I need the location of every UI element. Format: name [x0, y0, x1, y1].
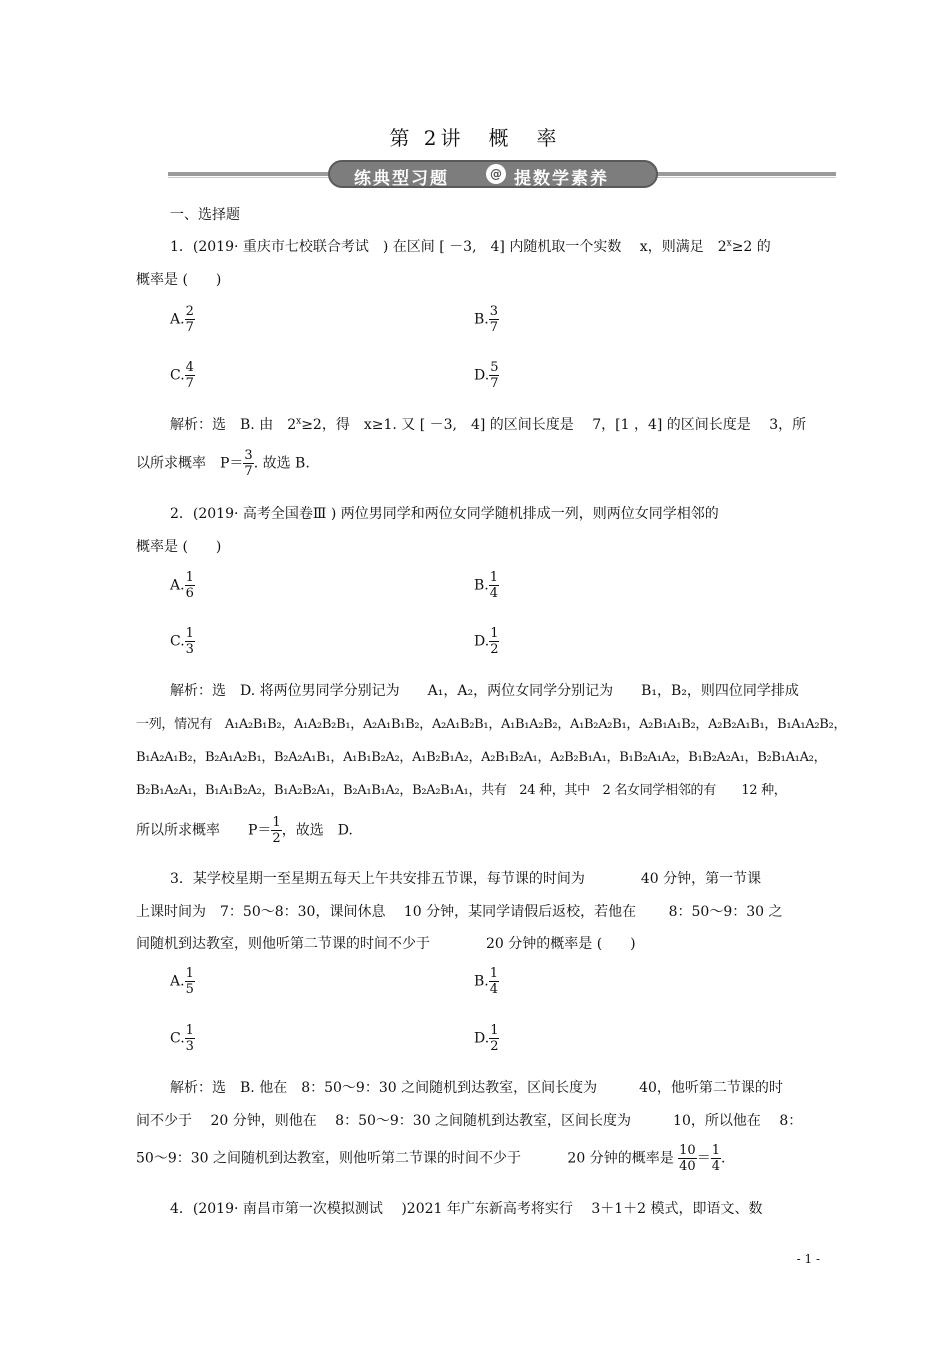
- q1-stem-text-b: ≥2 的: [731, 239, 771, 255]
- option-label: A.: [170, 311, 185, 328]
- fraction-denominator: 7: [244, 464, 253, 479]
- q2-stem-line1: 2．(2019· 高考全国卷Ⅲ ) 两位男同学和两位女同学随机排成一列，则两位女同学相邻的: [170, 506, 719, 522]
- q1-solution-text-c: 以所求概率 P＝: [136, 455, 244, 472]
- q2-solution-text-a: 所以所求概率 P＝: [136, 822, 272, 839]
- option-label: A.: [170, 577, 185, 594]
- fraction-numerator: 1: [711, 1143, 720, 1158]
- fraction-numerator: 1: [490, 1023, 499, 1038]
- q3-solution-line3: [136, 1143, 725, 1174]
- fraction-denominator: 4: [489, 982, 499, 997]
- equals-sign: ＝: [696, 1150, 711, 1167]
- fraction-numerator: 5: [490, 360, 499, 375]
- q2-solution-line5: [136, 815, 353, 846]
- section-banner: [168, 160, 836, 188]
- fraction-numerator: 1: [185, 1023, 194, 1038]
- page-number: - 1 -: [796, 1252, 820, 1266]
- q1-option-b: [474, 304, 499, 335]
- fraction-denominator: 4: [711, 1159, 720, 1174]
- period: .: [720, 1150, 726, 1167]
- fraction: [489, 966, 499, 997]
- fraction-denominator: 7: [489, 320, 499, 335]
- q2-solution-line2: 一列，情况有 A₁A₂B₁B₂，A₁A₂B₂B₁，A₂A₁B₁B₂，A₂A₁B₂B₁，A₁B₁A₂B₂，A₁B₂A₂B₁，A₂B₁A₁B₂，A₂B₂A₁B₁，B₁A₁A₂B₂，: [136, 717, 847, 732]
- option-label: C.: [170, 367, 185, 384]
- fraction-denominator: 7: [490, 376, 499, 391]
- option-label: B.: [474, 311, 489, 328]
- fraction: [185, 570, 195, 601]
- fraction: [678, 1143, 697, 1174]
- fraction-denominator: 3: [185, 1039, 194, 1054]
- fraction-denominator: 2: [490, 642, 499, 657]
- fraction-numerator: 3: [489, 304, 499, 319]
- q1-solution-text-d: . 故选 B.: [253, 455, 310, 472]
- fraction: [489, 570, 499, 601]
- section-heading: 一、选择题: [170, 207, 240, 223]
- q1-stem-line2: 概率是 ( ): [136, 272, 222, 288]
- q1-solution-exponent: x: [296, 416, 302, 427]
- q3-option-d: [474, 1023, 499, 1054]
- fraction: [489, 360, 499, 391]
- q3-solution-line1: 解析：选 B. 他在 8：50～9：30 之间随机到达教室，区间长度为 40，他听第二节课的时: [170, 1080, 783, 1096]
- q2-option-a: [170, 570, 195, 601]
- q3-stem-line3: 间随机到达教室，则他听第二节课的时间不少于 20 分钟的概率是 ( ): [136, 936, 636, 952]
- fraction-numerator: 10: [679, 1143, 696, 1158]
- option-label: A.: [170, 973, 185, 990]
- fraction-numerator: 1: [185, 570, 194, 585]
- fraction: [489, 304, 499, 335]
- q2-solution-line1: 解析：选 D. 将两位男同学分别记为 A₁，A₂，两位女同学分别记为 B₁，B₂，则四位同学排成: [170, 683, 799, 699]
- q2-solution-text-b: ，故选 D.: [281, 822, 353, 839]
- fraction-denominator: 4: [489, 586, 499, 601]
- fraction-denominator: 2: [272, 831, 281, 846]
- banner-badge-icon: @: [486, 164, 506, 184]
- q1-solution-line1: [170, 414, 806, 434]
- fraction-numerator: 3: [244, 448, 253, 463]
- option-label: B.: [474, 973, 489, 990]
- fraction-numerator: 1: [185, 626, 194, 641]
- q3-option-b: [474, 966, 499, 997]
- q3-stem-line2: 上课时间为 7：50～8：30，课间休息 10 分钟，某同学请假后返校，若他在 8：50～9：30 之: [136, 904, 783, 920]
- fraction: [243, 448, 253, 479]
- banner-left-text: 练典型习题: [354, 169, 449, 189]
- q1-option-c: [170, 360, 195, 391]
- q2-option-b: [474, 570, 499, 601]
- q1-option-d: [474, 360, 499, 391]
- fraction: [185, 626, 195, 657]
- q2-solution-line4: B₂B₁A₂A₁，B₁A₁B₂A₂，B₁A₂B₂A₁，B₂A₁B₁A₂，B₂A₂B₁A₁，共有 24 种，其中 2 名女同学相邻的有 12 种，: [136, 783, 787, 798]
- q1-exponent: x: [726, 238, 732, 249]
- fraction-denominator: 7: [185, 320, 194, 335]
- option-label: B.: [474, 577, 489, 594]
- q1-stem-text-a: 1．(2019· 重庆市七校联合考试 ) 在区间 [ －3, 4] 内随机取一个实数 x，则满足 2: [170, 239, 727, 255]
- fraction-numerator: 1: [185, 966, 194, 981]
- q3-solution-text: 50～9：30 之间随机到达教室，则他听第二节课的时间不少于 20 分钟的概率是: [136, 1150, 674, 1167]
- q3-option-c: [170, 1023, 195, 1054]
- q1-option-a: [170, 304, 195, 335]
- fraction: [185, 1023, 195, 1054]
- fraction-denominator: 7: [185, 376, 194, 391]
- q1-solution-line2: [136, 448, 310, 479]
- q2-stem-line2: 概率是 ( ): [136, 539, 222, 555]
- q1-solution-text-b: ≥2，得 x≥1. 又 [ －3, 4] 的区间长度是 7，[1 ，4] 的区间长度是 3，所: [301, 417, 807, 433]
- option-label: C.: [170, 1030, 185, 1047]
- q4-stem-line1: 4．(2019· 南昌市第一次模拟测试 )2021 年广东新高考将实行 3＋1＋2 模式，即语文、数: [170, 1201, 763, 1217]
- fraction-numerator: 4: [185, 360, 194, 375]
- fraction: [185, 966, 195, 997]
- fraction-denominator: 40: [679, 1159, 696, 1174]
- fraction-numerator: 1: [489, 570, 499, 585]
- option-label: C.: [170, 633, 185, 650]
- fraction-denominator: 2: [490, 1039, 499, 1054]
- fraction: [271, 815, 281, 846]
- fraction-numerator: 2: [185, 304, 194, 319]
- q2-option-d: [474, 626, 499, 657]
- fraction-numerator: 1: [490, 626, 499, 641]
- fraction: [489, 626, 499, 657]
- option-label: D.: [474, 633, 490, 650]
- q3-solution-line2: 间不少于 20 分钟，则他在 8：50～9：30 之间随机到达教室，区间长度为 10，所以他在 8：: [136, 1113, 803, 1129]
- q1-stem-line1: [170, 236, 771, 256]
- fraction: [489, 1023, 499, 1054]
- fraction-denominator: 5: [185, 982, 194, 997]
- q3-option-a: [170, 966, 195, 997]
- page-title: 第 2讲 概 率: [389, 126, 561, 150]
- q2-solution-line3: B₁A₂A₁B₂，B₂A₁A₂B₁，B₂A₂A₁B₁，A₁B₁B₂A₂，A₁B₂B₁A₂，A₂B₁B₂A₁，A₂B₂B₁A₁，B₁B₂A₁A₂，B₁B₂A₂A₁，B₂B₁A₁A₂，: [136, 750, 827, 765]
- fraction: [185, 360, 195, 391]
- fraction-denominator: 3: [185, 642, 194, 657]
- option-label: D.: [474, 367, 490, 384]
- fraction-numerator: 1: [272, 815, 281, 830]
- fraction-numerator: 1: [489, 966, 499, 981]
- q1-solution-text-a: 解析：选 B. 由 2: [170, 417, 297, 433]
- fraction: [711, 1143, 721, 1174]
- fraction: [185, 304, 195, 335]
- fraction-denominator: 6: [185, 586, 194, 601]
- q2-option-c: [170, 626, 195, 657]
- q3-stem-line1: 3．某学校星期一至星期五每天上午共安排五节课，每节课的时间为 40 分钟，第一节课: [170, 871, 762, 887]
- option-label: D.: [474, 1030, 490, 1047]
- banner-right-text: 提数学素养: [514, 169, 609, 189]
